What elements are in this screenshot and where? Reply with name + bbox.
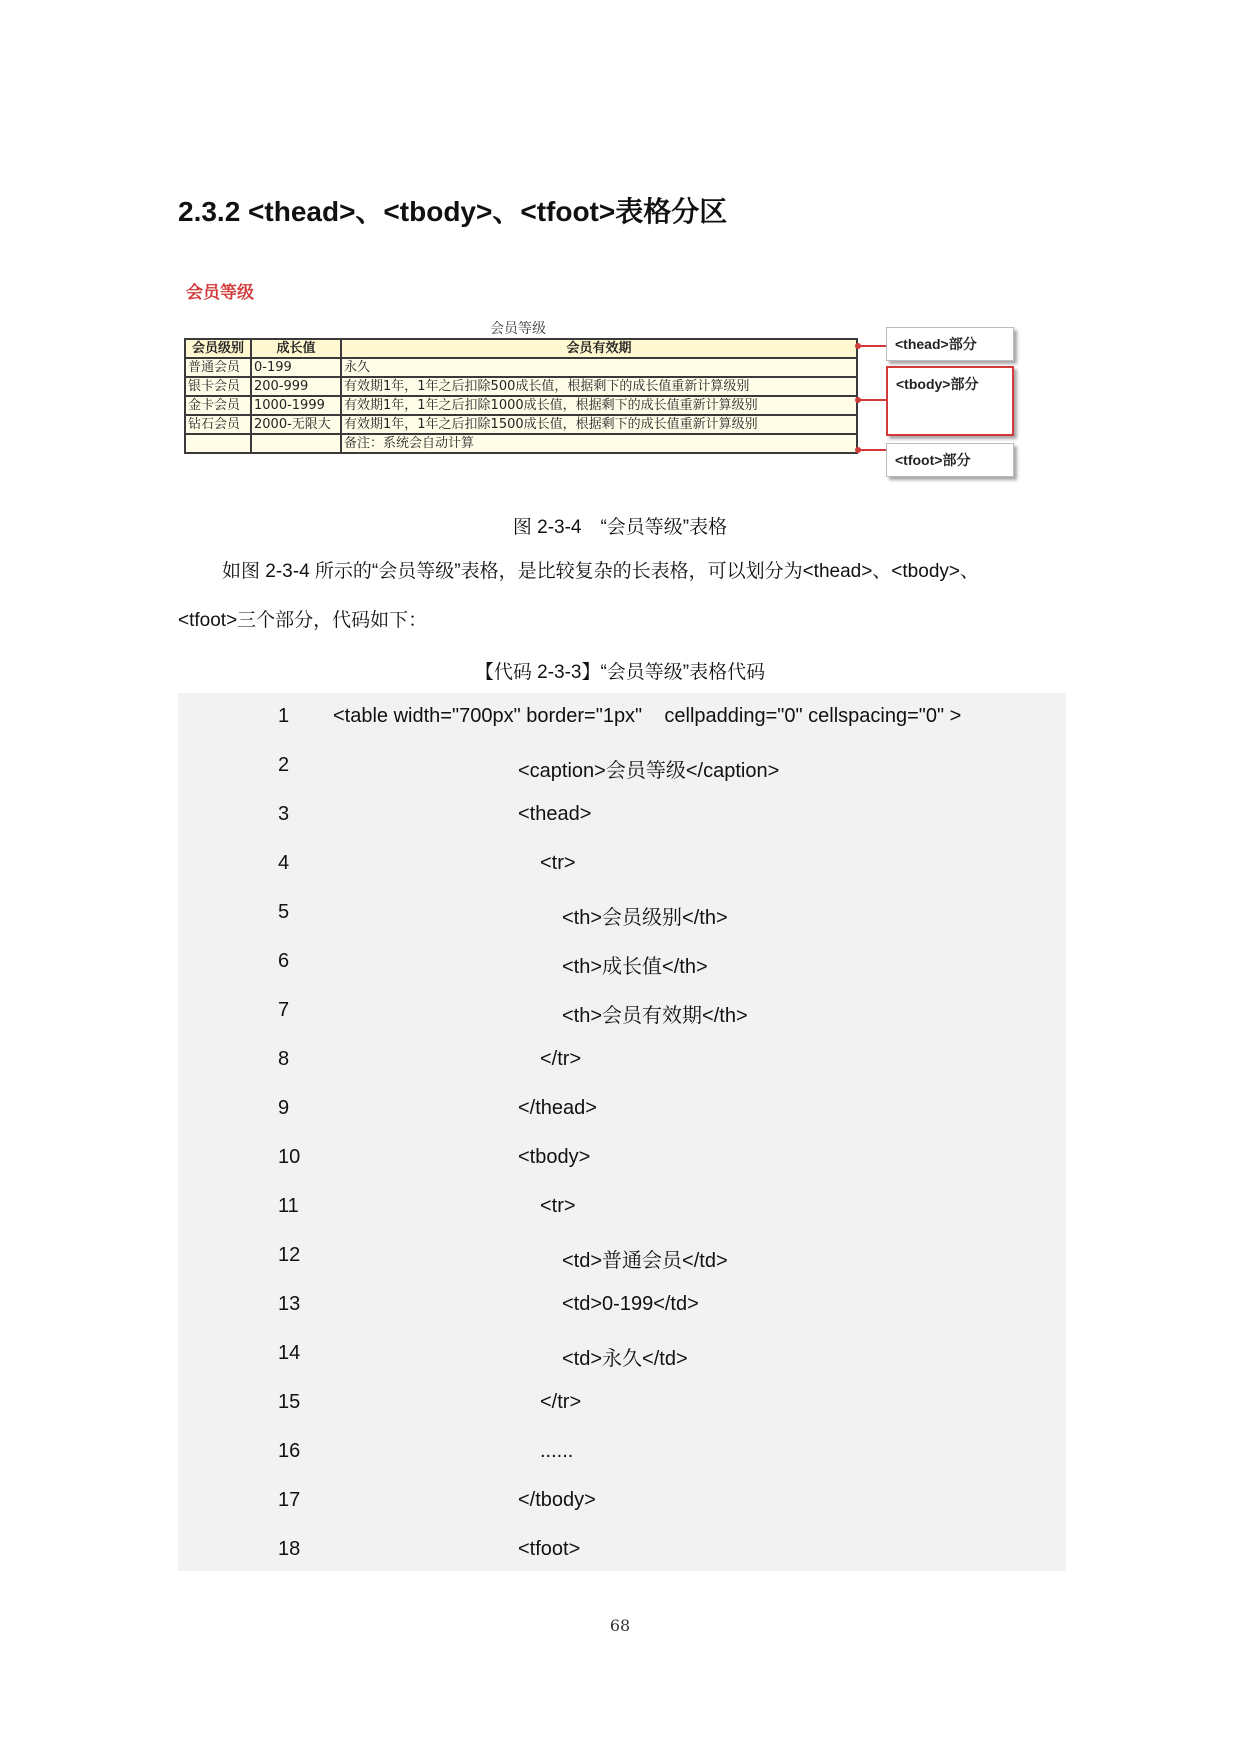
- line-number: 9: [278, 1097, 290, 1119]
- table-header: 成长值: [251, 339, 341, 358]
- code-line: [178, 1183, 1066, 1232]
- code-text: <caption>会员等级</caption>: [518, 760, 780, 782]
- line-number: 16: [278, 1440, 301, 1462]
- code-line: [178, 938, 1066, 987]
- line-number: 12: [278, 1244, 301, 1266]
- table-cell: [251, 434, 341, 453]
- line-number: 1: [278, 705, 290, 727]
- paragraph-line-2: <tfoot>三个部分，代码如下：: [178, 610, 428, 631]
- code-line: [178, 1036, 1066, 1085]
- line-number: 11: [278, 1195, 299, 1217]
- code-text: <tr>: [540, 852, 576, 874]
- tbody-callout: <tbody>部分: [886, 366, 1014, 436]
- member-level-table: [184, 338, 858, 454]
- table-row: [185, 415, 857, 434]
- table-cell: 有效期1年，1年之后扣除500成长值，根据剩下的成长值重新计算级别: [341, 377, 857, 396]
- code-text: <table width="700px" border="1px" cellpadding="0" cellspacing="0" >: [333, 705, 962, 727]
- tfoot-connector: [858, 449, 886, 451]
- table-cell: 0-199: [251, 358, 341, 377]
- line-number: 14: [278, 1342, 301, 1364]
- body-paragraph-cont: [178, 596, 1062, 645]
- code-text: ......: [540, 1440, 574, 1462]
- code-text: <th>成长值</th>: [562, 956, 708, 978]
- line-number: 8: [278, 1048, 290, 1070]
- table-cell: 银卡会员: [185, 377, 251, 396]
- code-line: [178, 840, 1066, 889]
- line-number: 5: [278, 901, 290, 923]
- figure-caption: 图 2-3-4 “会员等级”表格: [512, 517, 728, 538]
- code-line: [178, 987, 1066, 1036]
- code-line: [178, 1526, 1066, 1575]
- code-text: </tr>: [540, 1048, 582, 1070]
- table-row: [185, 377, 857, 396]
- code-listing: [178, 693, 1066, 1571]
- figure-title: 会员等级: [186, 283, 254, 303]
- line-number: 6: [278, 950, 290, 972]
- line-number: 10: [278, 1146, 301, 1168]
- table-cell: 2000-无限大: [251, 415, 341, 434]
- line-number: 18: [278, 1538, 301, 1560]
- member-table-tbody: [185, 358, 857, 434]
- code-line: [178, 791, 1066, 840]
- table-cell: 金卡会员: [185, 396, 251, 415]
- table-cell: 钻石会员: [185, 415, 251, 434]
- section-heading: 2.3.2 <thead>、<tbody>、<tfoot>表格分区: [178, 196, 728, 227]
- tbody-connector: [858, 399, 886, 401]
- tfoot-callout: <tfoot>部分: [886, 443, 1014, 477]
- code-text: <thead>: [518, 803, 592, 825]
- thead-connector: [858, 345, 886, 347]
- code-line: [178, 1428, 1066, 1477]
- code-text: <td>永久</td>: [562, 1348, 688, 1370]
- code-line: [178, 889, 1066, 938]
- table-row: [185, 434, 857, 453]
- figure-table-caption: 会员等级: [490, 320, 546, 336]
- table-cell: 备注：系统会自动计算: [341, 434, 857, 453]
- table-cell: 1000-1999: [251, 396, 341, 415]
- code-text: </thead>: [518, 1097, 597, 1119]
- code-line: [178, 693, 1066, 742]
- thead-callout: <thead>部分: [886, 327, 1014, 361]
- code-line: [178, 1232, 1066, 1281]
- member-table-thead: [185, 339, 857, 358]
- code-text: </tbody>: [518, 1489, 596, 1511]
- code-line: [178, 1379, 1066, 1428]
- table-cell: 普通会员: [185, 358, 251, 377]
- table-cell: 有效期1年，1年之后扣除1000成长值，根据剩下的成长值重新计算级别: [341, 396, 857, 415]
- code-text: <th>会员级别</th>: [562, 907, 728, 929]
- code-title: 【代码 2-3-3】“会员等级”表格代码: [474, 662, 766, 683]
- table-cell: 永久: [341, 358, 857, 377]
- table-header: 会员有效期: [341, 339, 857, 358]
- line-number: 13: [278, 1293, 301, 1315]
- code-line: [178, 742, 1066, 791]
- line-number: 3: [278, 803, 290, 825]
- line-number: 7: [278, 999, 290, 1021]
- code-line: [178, 1330, 1066, 1379]
- code-text: </tr>: [540, 1391, 582, 1413]
- line-number: 17: [278, 1489, 301, 1511]
- code-text: <td>普通会员</td>: [562, 1250, 728, 1272]
- paragraph-line-1: 如图 2-3-4 所示的“会员等级”表格，是比较复杂的长表格，可以划分为<thead>、<tbody>、: [222, 561, 979, 582]
- table-cell: [185, 434, 251, 453]
- code-line: [178, 1477, 1066, 1526]
- table-cell: 有效期1年，1年之后扣除1500成长值，根据剩下的成长值重新计算级别: [341, 415, 857, 434]
- code-text: <tr>: [540, 1195, 576, 1217]
- code-text: <tfoot>: [518, 1538, 581, 1560]
- line-number: 4: [278, 852, 290, 874]
- code-line: [178, 1281, 1066, 1330]
- member-table-tfoot: [185, 434, 857, 453]
- code-line: [178, 1085, 1066, 1134]
- page-number: 68: [609, 1616, 631, 1635]
- code-line: [178, 1134, 1066, 1183]
- table-header: 会员级别: [185, 339, 251, 358]
- table-row: [185, 396, 857, 415]
- table-row: [185, 358, 857, 377]
- code-text: <tbody>: [518, 1146, 591, 1168]
- code-text: <td>0-199</td>: [562, 1293, 699, 1315]
- table-cell: 200-999: [251, 377, 341, 396]
- line-number: 2: [278, 754, 290, 776]
- line-number: 15: [278, 1391, 301, 1413]
- code-text: <th>会员有效期</th>: [562, 1005, 748, 1027]
- body-paragraph: [178, 547, 1062, 596]
